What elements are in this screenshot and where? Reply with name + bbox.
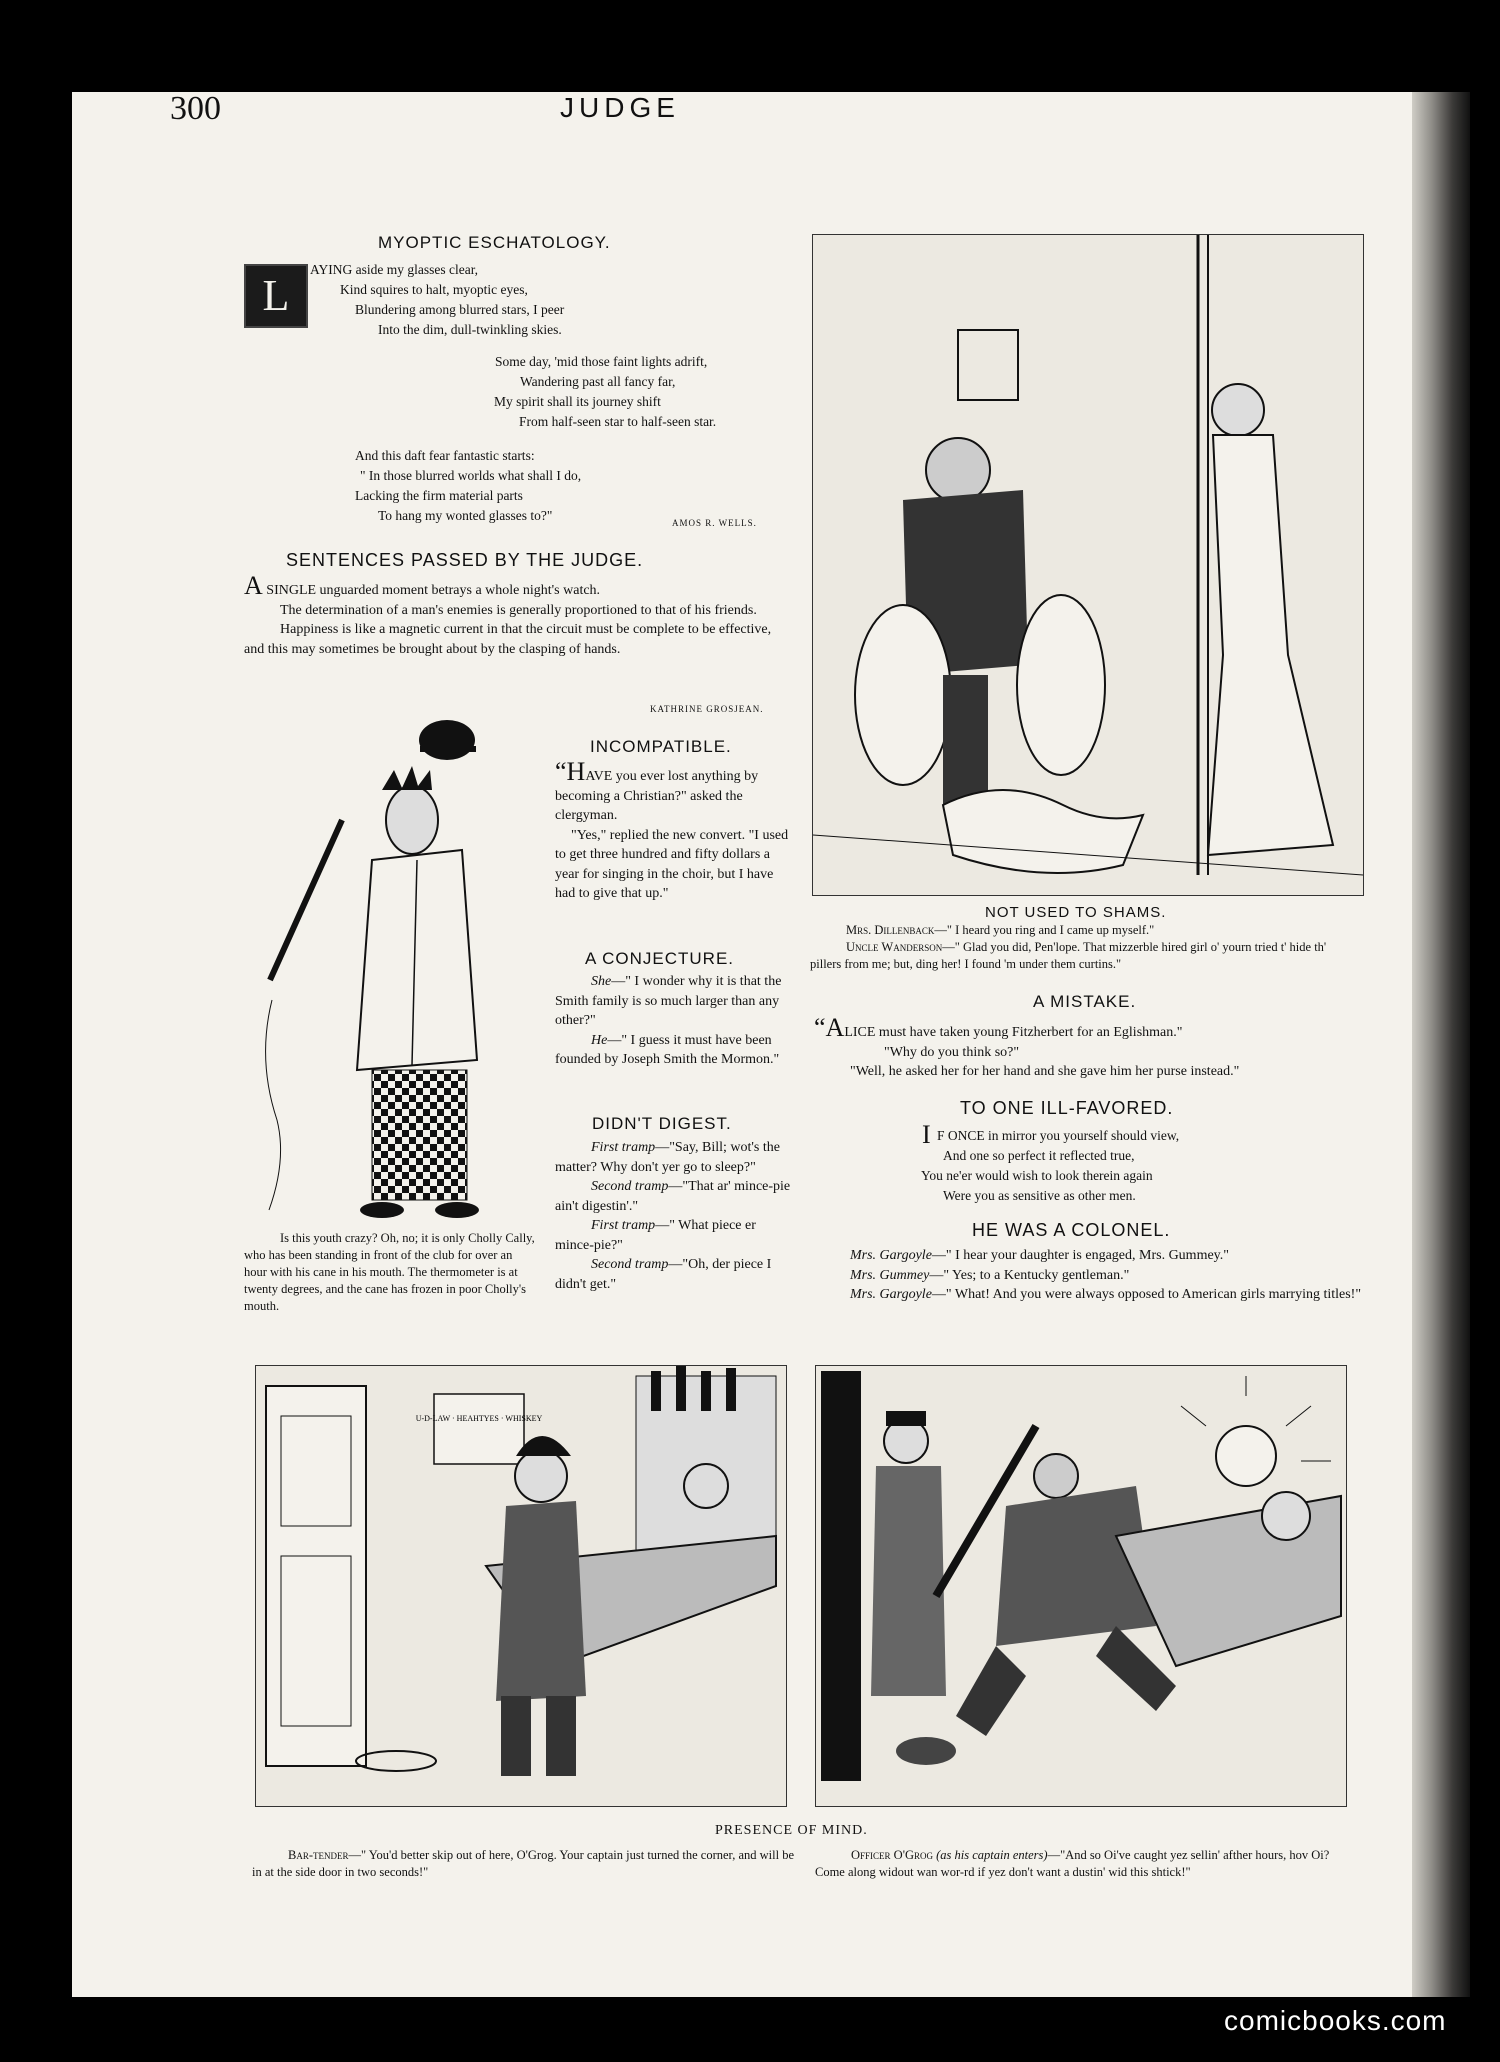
- presence-right-caption: Officer O'Grog (as his captain enters)—"And so Oi've caught yez sellin' afther hours, hov Oi? Come along widout wan wor-rd if yez don't want a dustin' wid this shtick!": [815, 1848, 1330, 1879]
- poem-line: Some day, 'mid those faint lights adrift,: [495, 354, 708, 369]
- poem-line: You ne'er would wish to look therein again: [921, 1168, 1153, 1183]
- poem-line: Blundering among blurred stars, I peer: [355, 302, 565, 317]
- poem-line: F ONCE in mirror you yourself should view,: [937, 1128, 1180, 1143]
- incompatible-body: “HAVE you ever lost anything by becoming a Christian?" asked the clergyman. "Yes," replied the new convert. "I used to get three hundred and fifty dollars a year for singing in the choir, but I have had to give that up.": [555, 757, 789, 901]
- bar-sign-text: U-D-LAW · HEAHTYES · WHISKEY: [415, 1414, 543, 1423]
- initial-i: I: [922, 1120, 931, 1149]
- presence-title: PRESENCE OF MIND.: [715, 1823, 868, 1838]
- masthead: JUDGE: [560, 92, 680, 123]
- site-watermark: comicbooks.com: [1224, 2005, 1447, 2036]
- drop-cap-l: L: [244, 264, 308, 328]
- initial-a: A: [244, 571, 263, 600]
- poem-line: To hang my wonted glasses to?": [378, 508, 553, 523]
- shams-title: NOT USED TO SHAMS.: [985, 904, 1167, 921]
- digest-body: First tramp—"Say, Bill; wot's the matter? Why don't yer go to sleep?" Second tramp—"That ar' mince-pie ain't digestin'." First tramp—" What piece er mince-pie?" Second tramp—"Oh, der piece I didn't get.": [555, 1140, 791, 1292]
- poem-line: And this daft fear fantastic starts:: [355, 448, 535, 463]
- sentences-body: A SINGLE unguarded moment betrays a whole night's watch. The determination of a man's enemies is generally proportioned to that of his friends. Happiness is like a magnetic current in that the circuit must be complete to be effective, and this may sometimes be brought about by the clasping of hands.: [244, 571, 772, 657]
- poem-line: Lacking the firm material parts: [355, 488, 523, 503]
- shams-body: Mrs. Dillenback—" I heard you ring and I came up myself." Uncle Wanderson—" Glad you did, Pen'lope. That mizzerble hired girl o' yourn tried t' hide th' pillers from me; but, ding her! I found 'm under them curtins.": [810, 923, 1327, 971]
- poem-line: Into the dim, dull-twinkling skies.: [378, 322, 562, 337]
- poem-line: " In those blurred worlds what shall I do,: [360, 468, 582, 483]
- colonel-body: Mrs. Gargoyle—" I hear your daughter is engaged, Mrs. Gummey." Mrs. Gummey—" Yes; to a Kentucky gentleman." Mrs. Gargoyle—" What! And you were always opposed to American girls marrying titles!": [850, 1248, 1362, 1302]
- shams-illustration: [812, 234, 1364, 896]
- poem-line: AYING aside my glasses clear,: [310, 262, 479, 277]
- digest-title: DIDN'T DIGEST.: [592, 1114, 732, 1133]
- conjecture-body: She—" I wonder why it is that the Smith family is so much larger than any other?" He—" I guess it must have been founded by Joseph Smith the Mormon.": [555, 974, 782, 1067]
- illfavored-title: TO ONE ILL-FAVORED.: [960, 1098, 1174, 1118]
- poem-line: From half-seen star to half-seen star.: [519, 414, 717, 429]
- page-number: 300: [170, 90, 221, 127]
- sentences-title: SENTENCES PASSED BY THE JUDGE.: [286, 550, 644, 570]
- conjecture-title: A CONJECTURE.: [585, 949, 735, 968]
- initial-a-quote: “A: [814, 1013, 845, 1042]
- cholly-caption: Is this youth crazy? Oh, no; it is only Cholly Cally, who has been standing in front of the club for over an hour with his cane in his mouth. The thermometer is at twenty degrees, and the cane has frozen in poor Cholly's mouth.: [244, 1231, 535, 1313]
- mistake-body: “ALICE must have taken young Fitzherbert for an Eglishman." "Why do you think so?" "Well, he asked her for her hand and she gave him her purse instead.": [814, 1013, 1240, 1079]
- bar-illustration: [255, 1365, 787, 1807]
- poem-title: MYOPTIC ESCHATOLOGY.: [378, 233, 611, 252]
- poem-line: Kind squires to halt, myoptic eyes,: [340, 282, 528, 297]
- mistake-title: A MISTAKE.: [1033, 992, 1137, 1011]
- sentences-author: KATHRINE GROSJEAN.: [650, 704, 764, 714]
- poem-line: Were you as sensitive as other men.: [943, 1188, 1136, 1203]
- initial-h: “H: [555, 757, 586, 786]
- incompatible-title: INCOMPATIBLE.: [590, 737, 732, 756]
- presence-left-caption: Bar-tender—" You'd better skip out of here, O'Grog. Your captain just turned the corner, and will be in at the side door in two seconds!": [252, 1848, 794, 1879]
- page-binding: [1412, 92, 1470, 1997]
- poem-author: AMOS R. WELLS.: [672, 518, 757, 528]
- colonel-title: HE WAS A COLONEL.: [972, 1220, 1171, 1240]
- poem-line: My spirit shall its journey shift: [494, 394, 661, 409]
- cholly-illustration: [262, 710, 507, 1230]
- arrest-illustration: [815, 1365, 1347, 1807]
- poem-line: And one so perfect it reflected true,: [943, 1148, 1135, 1163]
- poem-line: Wandering past all fancy far,: [520, 374, 676, 389]
